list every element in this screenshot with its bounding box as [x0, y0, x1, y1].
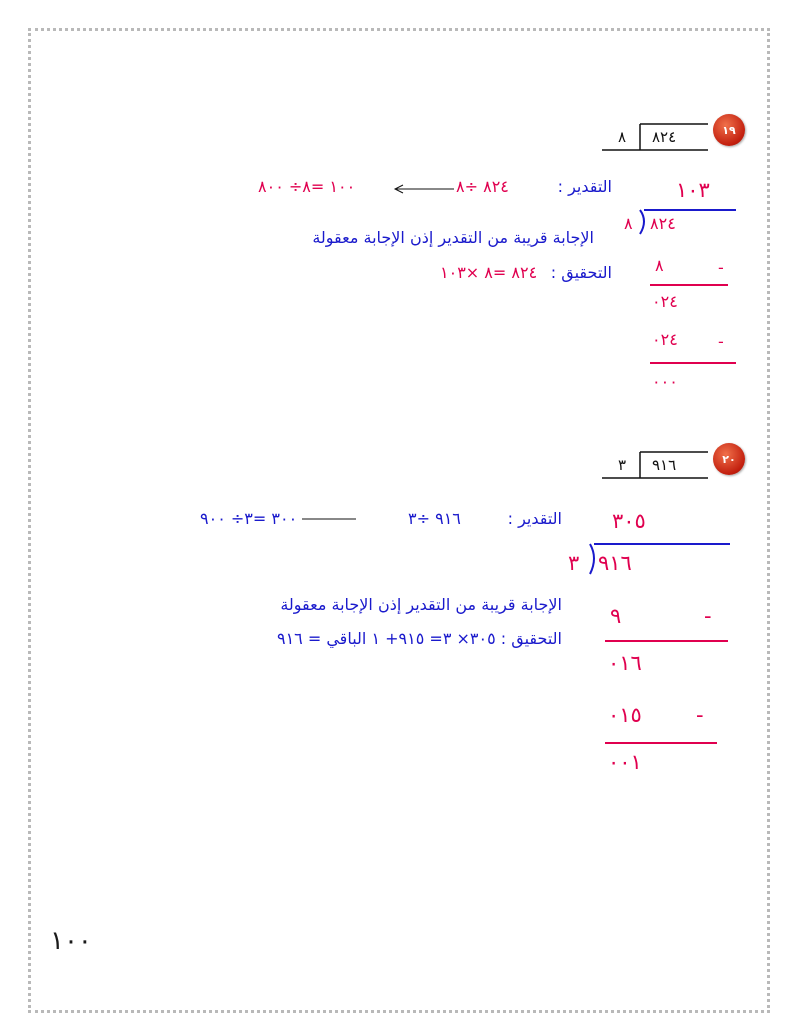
q19-step1-line — [650, 284, 728, 286]
question-19-number: ١٩ — [722, 123, 736, 137]
q19-check-expr: ٨٢٤ =٨ ×١٠٣ — [440, 263, 538, 282]
q19-step1-minus: - — [718, 258, 724, 277]
q20-divisor: ٣ — [568, 551, 580, 575]
q20-check-text: التحقيق : ٣٠٥× ٣= ٩١٥+ ١ الباقي = ٩١٦ — [276, 629, 562, 648]
q20-dividend: ٩١٦ — [598, 551, 632, 575]
question-20-badge — [713, 443, 745, 475]
q20-step2-result: ٠٠١ — [608, 750, 642, 774]
q19-estimate-expr: ٨٢٤ ÷٨ — [456, 177, 509, 196]
q20-estimate-result: ٣٠٠ =٣÷ ٩٠٠ — [200, 509, 298, 528]
q19-arrow-icon — [392, 184, 456, 194]
question-20-number: ٢٠ — [722, 452, 736, 466]
q19-step2-minus: - — [718, 332, 724, 351]
q20-arrow-icon — [300, 514, 358, 524]
q20-step2-minus: - — [696, 703, 704, 727]
q20-step1-line — [605, 640, 728, 642]
q19-divisor: ٨ — [624, 214, 633, 233]
q20-estimate-expr: ٩١٦ ÷٣ — [408, 509, 461, 528]
q19-quotient: ١٠٣ — [676, 178, 710, 202]
q19-step2-subtract: ٠٢٤ — [652, 330, 678, 349]
q19-step2-result: ٠٠٠ — [652, 372, 678, 391]
q20-step1-result: ٠١٦ — [608, 651, 642, 675]
q20-problem-dividend: ٩١٦ — [652, 456, 677, 474]
page-border — [28, 28, 770, 1013]
q19-check-label: التحقيق : — [550, 263, 612, 282]
q20-estimate-label: التقدير : — [507, 509, 562, 528]
q19-problem-dividend: ٨٢٤ — [652, 128, 677, 146]
q19-step2-line — [650, 362, 736, 364]
q20-step2-line — [605, 742, 717, 744]
q19-problem-divisor: ٨ — [618, 128, 627, 146]
q20-step1-minus: - — [704, 604, 712, 628]
q20-division-bracket — [560, 540, 732, 576]
q20-reasonable-text: الإجابة قريبة من التقدير إذن الإجابة معقولة — [280, 595, 562, 614]
q19-estimate-label: التقدير : — [557, 177, 612, 196]
q19-step1-result: ٠٢٤ — [652, 292, 678, 311]
q20-step2-subtract: ٠١٥ — [608, 703, 642, 727]
q19-dividend: ٨٢٤ — [650, 214, 676, 233]
q20-step1-subtract: ٩ — [610, 604, 622, 628]
question-19-badge — [713, 114, 745, 146]
q20-quotient: ٣٠٥ — [612, 509, 646, 533]
q19-step1-subtract: ٨ — [655, 256, 664, 275]
q20-problem-divisor: ٣ — [618, 456, 627, 474]
page-number: ١٠٠ — [50, 926, 92, 956]
q19-reasonable-text: الإجابة قريبة من التقدير إذن الإجابة معقولة — [312, 228, 594, 247]
q19-estimate-result: ١٠٠ =٨÷ ٨٠٠ — [258, 177, 356, 196]
